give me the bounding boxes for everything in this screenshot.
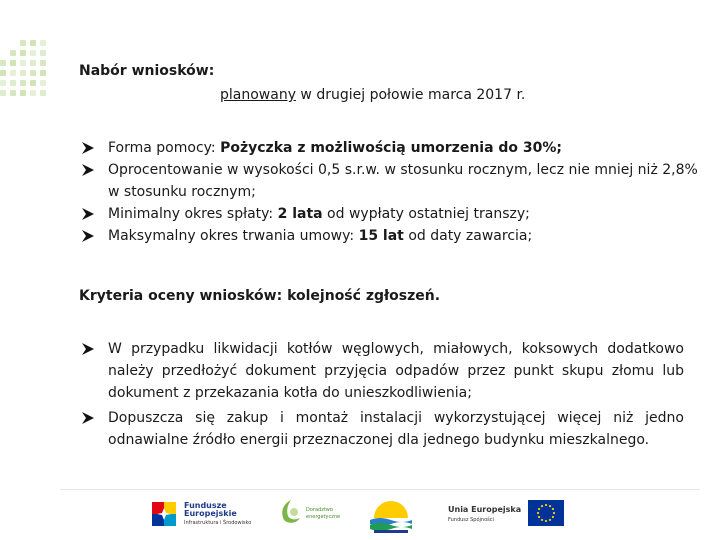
unia-europejska-logo — [448, 500, 568, 532]
decorative-dot — [40, 40, 46, 46]
doradztwo-logo — [278, 496, 341, 536]
eu-star-icon — [552, 516, 554, 518]
decorative-dot — [10, 90, 16, 96]
eu-star-icon — [541, 505, 543, 507]
arrow-bullet-icon — [80, 225, 96, 247]
term-bold: 2 lata — [277, 206, 323, 222]
decorative-dot — [30, 70, 36, 76]
list-item — [80, 225, 700, 247]
eu-star-icon — [553, 512, 555, 514]
eu-star-icon — [541, 519, 543, 521]
decorative-dot — [0, 80, 6, 86]
requirement-text: Dopuszcza się zakup i montaż instalacji wykorzystującej więcej niż jedno odnawialne źródło energii przeznaczonej dla jednego budynku mieszkalnego. — [108, 410, 684, 448]
decorative-dot — [10, 70, 16, 76]
decorative-dot-grid — [0, 40, 60, 100]
eu-star-icon — [549, 519, 551, 521]
arrow-bullet-icon — [80, 203, 96, 225]
decorative-dot — [30, 80, 36, 86]
decorative-dot — [40, 80, 46, 86]
eko-line2: energetyczne — [306, 514, 341, 520]
ue-line2: Fundusz Spójności — [448, 517, 494, 523]
fe-line3: Infrastruktura i Środowisko — [184, 520, 252, 526]
eu-star-icon — [538, 508, 540, 510]
decorative-dot — [20, 40, 26, 46]
decorative-dot — [0, 90, 6, 96]
eko-line1: Doradztwo — [306, 507, 333, 513]
list-item — [80, 159, 700, 203]
decorative-dot — [40, 90, 46, 96]
arrow-bullet-icon — [80, 159, 96, 181]
decorative-dot — [40, 70, 46, 76]
requirement-text: W przypadku likwidacji kotłów węglowych, miałowych, koksowych dodatkowo należy przedłożyć dokument przyjęcia odpadów przez punkt skupu złomu lub dokument z przekazania kotła do unieszkodliwienia; — [108, 341, 684, 401]
nabor-title: Nabór wniosków: — [79, 63, 215, 79]
criteria-title: Kryteria oceny wniosków: kolejność zgłoszeń. — [79, 288, 441, 304]
list-item — [80, 338, 684, 404]
term-label: Oprocentowanie w wysokości 0,5 s.r.w. w stosunku rocznym, lecz nie mniej niż 2,8% w stosunku rocznym; — [108, 162, 698, 200]
decorative-dot — [30, 40, 36, 46]
decorative-dot — [20, 60, 26, 66]
decorative-dot — [40, 60, 46, 66]
sun-waves-logo — [368, 498, 414, 534]
decorative-dot — [10, 80, 16, 86]
footer-logos — [0, 492, 720, 540]
ue-line1: Unia Europejska — [448, 505, 522, 514]
leaf-icon — [278, 498, 304, 526]
decorative-dot — [20, 90, 26, 96]
fe-star-icon — [150, 500, 180, 530]
term-rest: od daty zawarcia; — [403, 228, 533, 244]
terms-list — [80, 137, 700, 247]
term-label: Maksymalny okres trwania umowy: — [108, 228, 359, 244]
decorative-dot — [0, 60, 6, 66]
decorative-dot — [20, 50, 26, 56]
decorative-dot — [30, 50, 36, 56]
fundusze-europejskie-logo — [150, 498, 260, 534]
list-item — [80, 203, 700, 225]
fe-line1: Fundusze — [184, 501, 227, 510]
eu-star-icon — [538, 516, 540, 518]
requirements-list — [80, 338, 684, 454]
eu-star-icon — [549, 505, 551, 507]
decorative-dot — [40, 50, 46, 56]
decorative-dot — [20, 70, 26, 76]
arrow-bullet-icon — [80, 137, 96, 159]
eu-star-icon — [545, 504, 547, 506]
arrow-bullet-icon — [80, 407, 96, 429]
footer-divider — [60, 489, 700, 490]
term-bold: 15 lat — [358, 228, 404, 244]
eu-star-icon — [545, 520, 547, 522]
decorative-dot — [30, 90, 36, 96]
decorative-dot — [30, 60, 36, 66]
list-item — [80, 137, 700, 159]
eu-flag-icon — [528, 500, 564, 526]
planned-word: planowany — [220, 87, 296, 103]
planned-rest: w drugiej połowie marca 2017 r. — [295, 87, 526, 103]
arrow-bullet-icon — [80, 338, 96, 360]
term-label: Minimalny okres spłaty: — [108, 206, 278, 222]
nabor-date — [220, 87, 525, 103]
decorative-dot — [20, 80, 26, 86]
eu-star-icon — [552, 508, 554, 510]
term-bold: Pożyczka z możliwością umorzenia do 30%; — [220, 140, 563, 156]
list-item — [80, 407, 684, 451]
term-label: Forma pomocy: — [108, 140, 221, 156]
eu-star-icon — [537, 512, 539, 514]
fe-line2: Europejskie — [184, 509, 237, 518]
decorative-dot — [10, 60, 16, 66]
decorative-dot — [10, 50, 16, 56]
decorative-dot — [0, 70, 6, 76]
term-rest: od wypłaty ostatniej transzy; — [322, 206, 530, 222]
